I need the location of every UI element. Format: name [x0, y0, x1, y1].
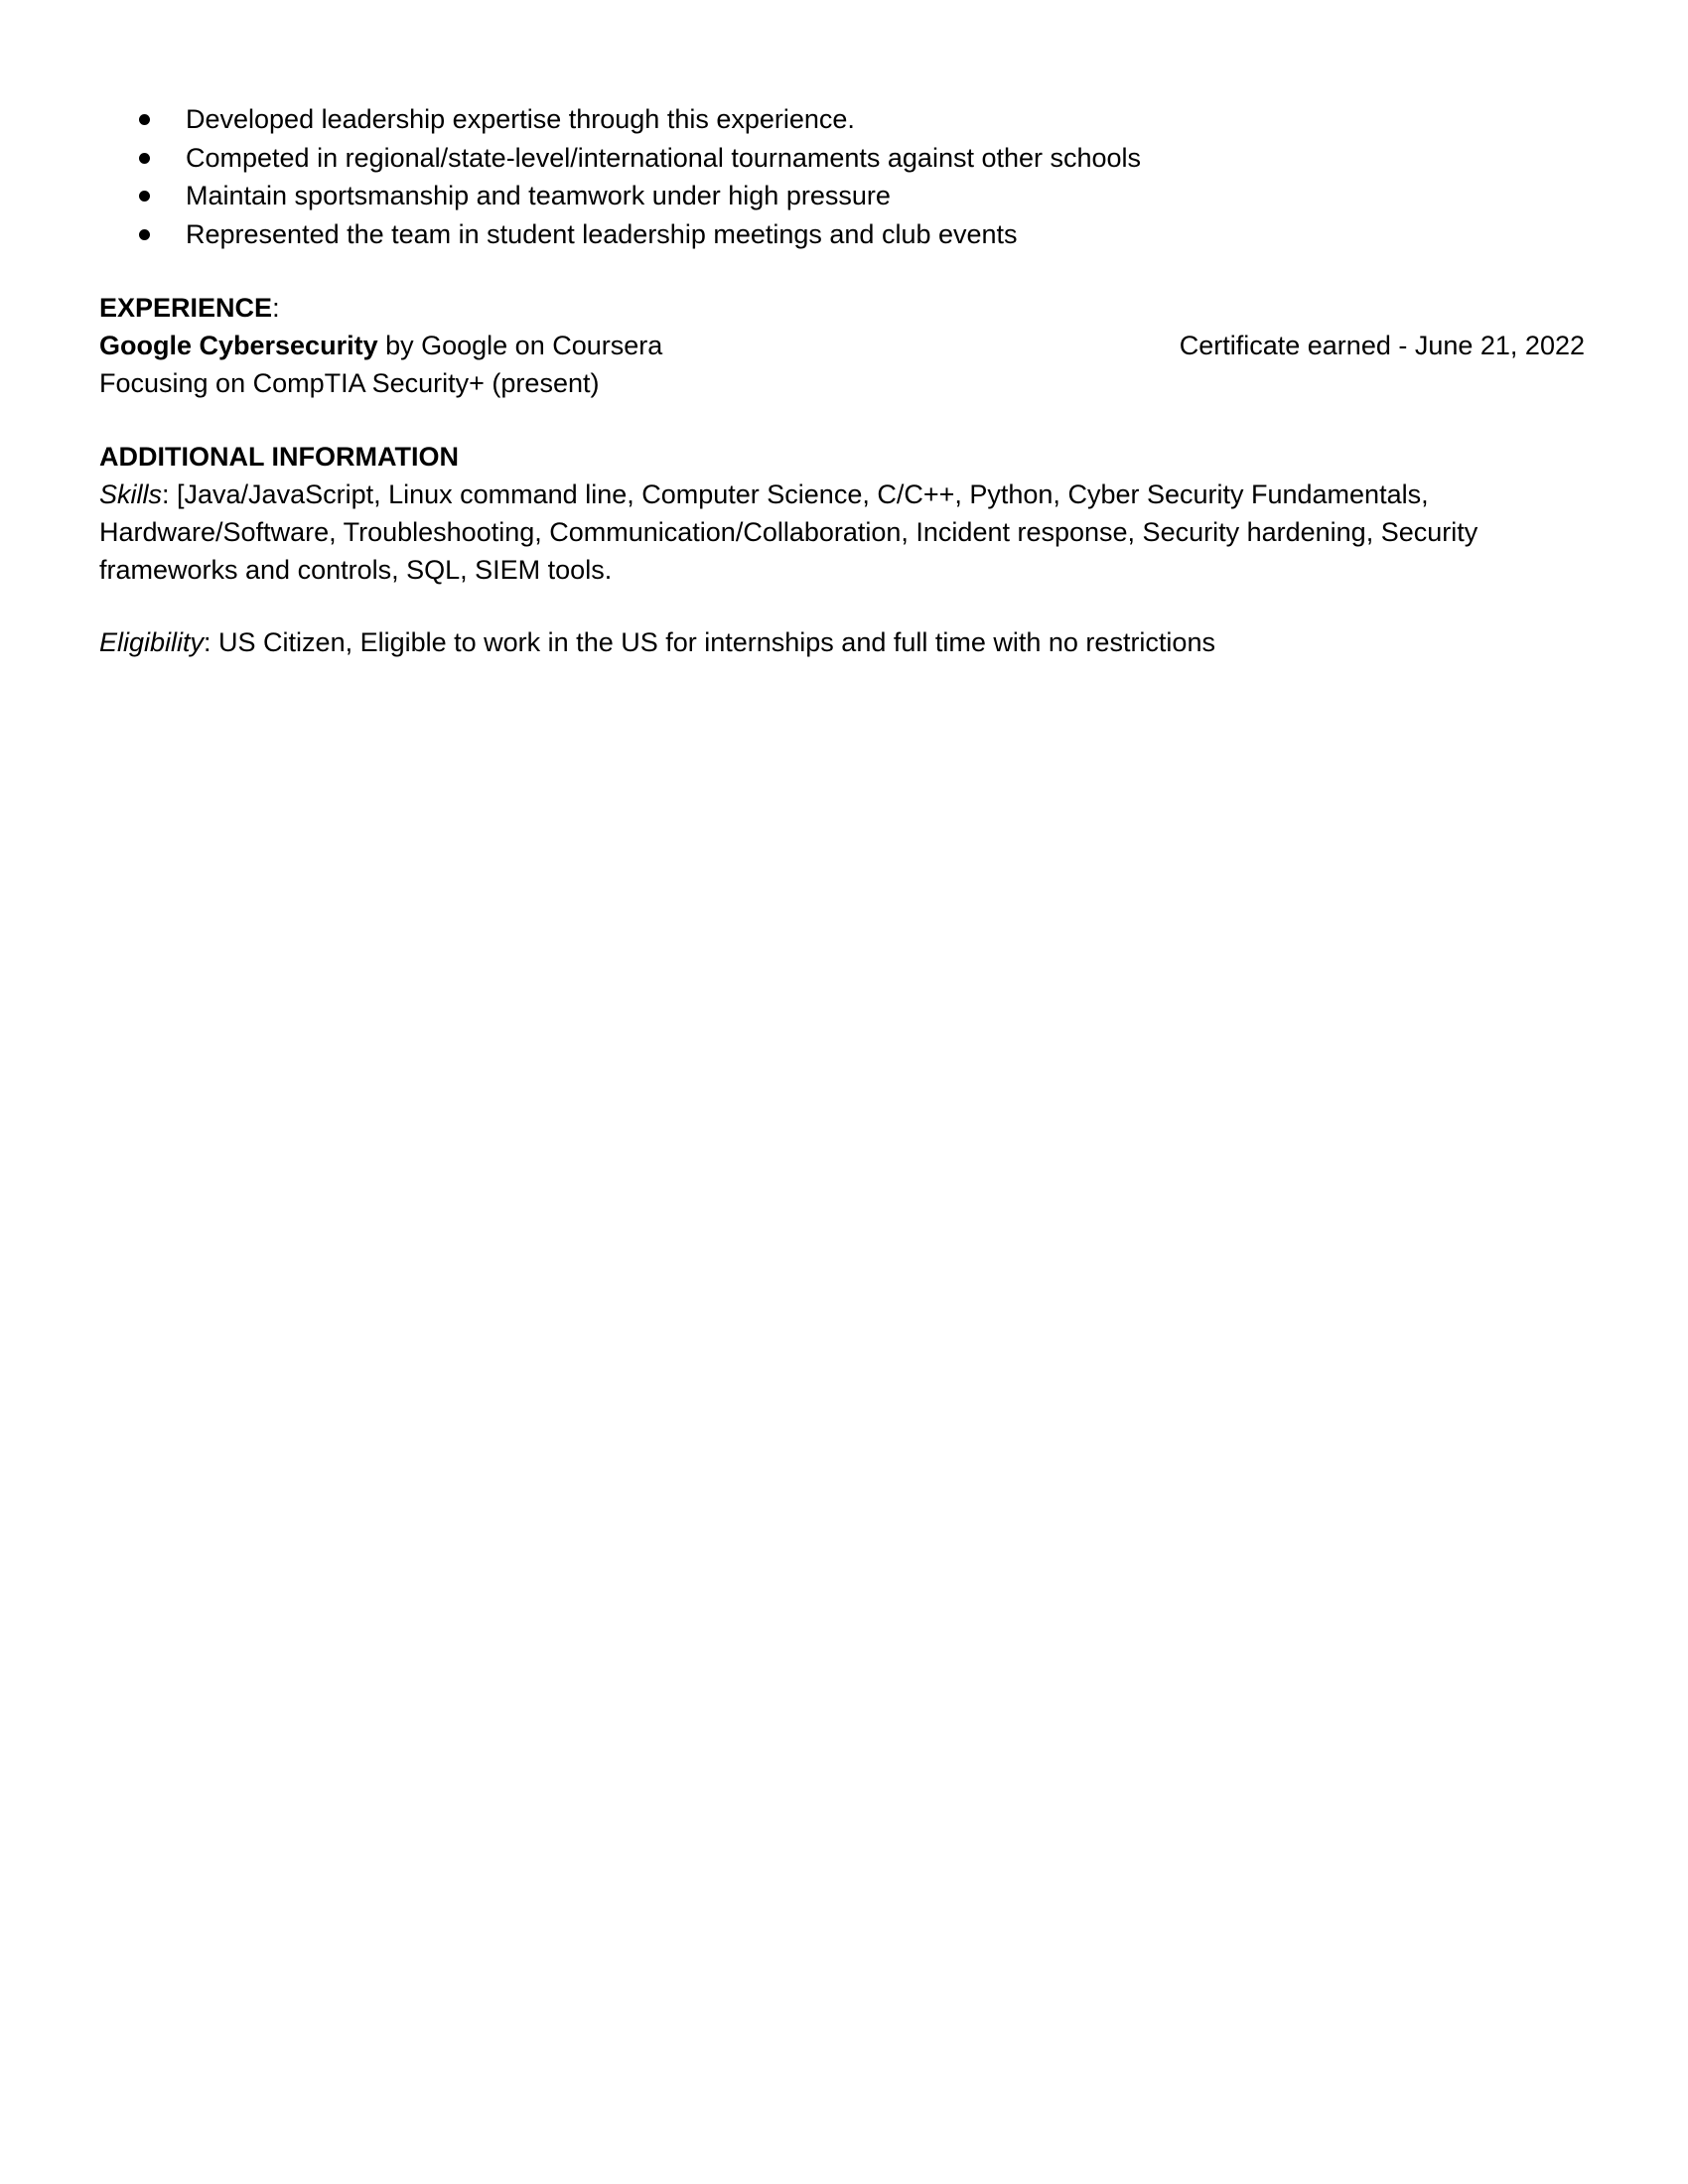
- list-item: [0, 215, 1688, 254]
- course-focus: Focusing on CompTIA Security+ (present): [99, 368, 600, 398]
- course-provider: by Google on Coursera: [377, 331, 663, 360]
- bullet-icon: [139, 229, 150, 240]
- list-item: [0, 177, 1688, 215]
- bullet-icon: [139, 114, 150, 125]
- experience-heading-colon: :: [272, 293, 280, 323]
- bullet-text: Developed leadership expertise through this experience.: [186, 104, 855, 134]
- skills-paragraph: [99, 476, 1589, 589]
- bullet-icon: [139, 153, 150, 164]
- additional-information-heading: ADDITIONAL INFORMATION: [99, 442, 459, 472]
- bullet-text: Represented the team in student leadership meetings and club events: [186, 218, 1018, 249]
- list-item: [0, 139, 1688, 178]
- experience-heading: EXPERIENCE: [99, 293, 273, 323]
- list-item: [0, 100, 1688, 139]
- bullet-text: Maintain sportsmanship and teamwork under high pressure: [186, 181, 891, 210]
- bullet-icon: [139, 191, 150, 202]
- skills-label: Skills: [99, 479, 163, 509]
- eligibility-label: Eligibility: [99, 627, 205, 657]
- certificate-date: Certificate earned - June 21, 2022: [1179, 331, 1585, 360]
- eligibility-line: [99, 623, 1589, 661]
- experience-heading-line: [99, 289, 1589, 327]
- course-title: Google Cybersecurity: [99, 331, 378, 360]
- bullet-text: Competed in regional/state-level/international tournaments against other schools: [186, 142, 1142, 173]
- leadership-bullet-list: [0, 100, 1688, 253]
- skills-text: : [Java/JavaScript, Linux command line, Computer Science, C/C++, Python, Cyber Security Fundamentals, Hardware/Software, Troubleshooting, Communication/Collaboration, Incident response, Security hardening, Security frameworks and controls, SQL, SIEM tools.: [99, 479, 1478, 585]
- eligibility-text: : US Citizen, Eligible to work in the US for internships and full time with no restrictions: [204, 627, 1215, 657]
